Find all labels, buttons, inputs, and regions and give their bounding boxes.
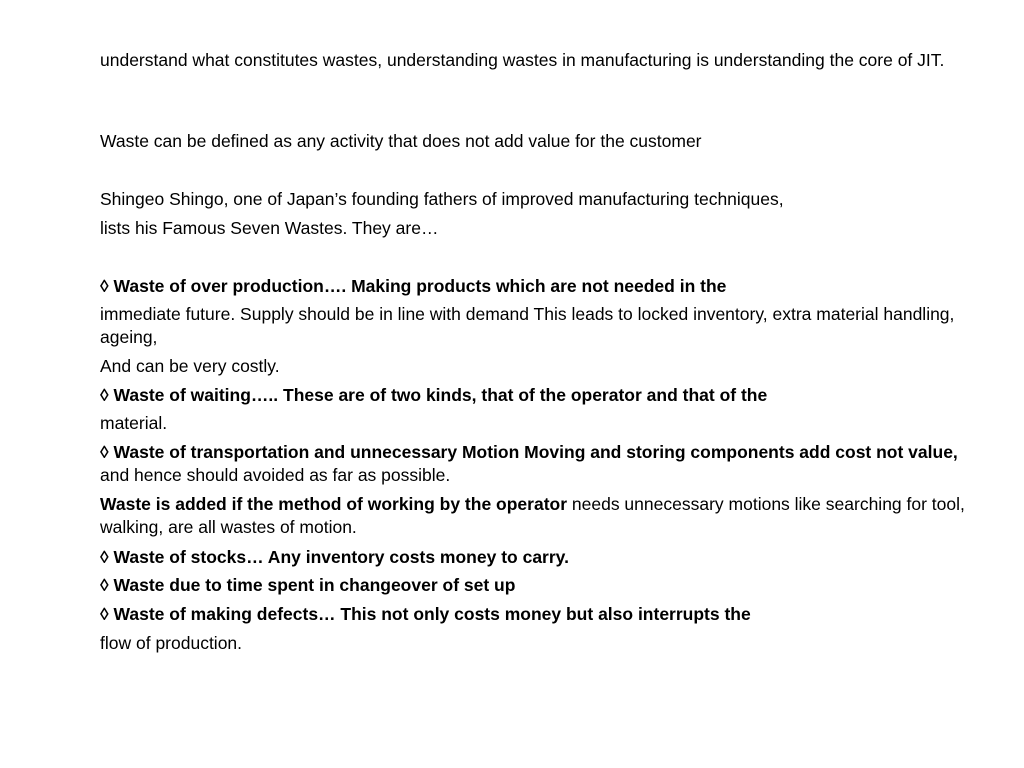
stocks-heading: ◊ Waste of stocks… Any inventory costs money to carry. xyxy=(100,547,569,567)
overproduction-body: immediate future. Supply should be in line with demand This leads to locked inventory, extra material handling, ageing, xyxy=(100,304,955,347)
overproduction-body-2: And can be very costly. xyxy=(100,356,280,376)
waiting-heading: ◊ Waste of waiting….. These are of two kinds, that of the operator and that of the xyxy=(100,385,768,405)
motion-heading: Waste is added if the method of working by the operator xyxy=(100,494,568,514)
overproduction-heading: ◊ Waste of over production…. Making products which are not needed in the xyxy=(100,276,727,296)
motion-body: needs unnecessary motions like searching for tool, walking, are all wastes of motion. xyxy=(100,494,965,537)
motion-item xyxy=(100,493,980,539)
defects-heading: ◊ Waste of making defects… This not only costs money but also interrupts the xyxy=(100,604,751,624)
transportation-heading: ◊ Waste of transportation and unnecessary Motion Moving and storing components add cost not value, xyxy=(100,442,958,462)
defects-body: flow of production. xyxy=(100,633,243,653)
shingo-intro-line-2: lists his Famous Seven Wastes. They are… xyxy=(100,218,439,238)
waiting-body: material. xyxy=(100,413,168,433)
transportation-item xyxy=(100,441,980,487)
changeover-heading: ◊ Waste due to time spent in changeover of set up xyxy=(100,575,516,595)
shingo-intro-line-1: Shingeo Shingo, one of Japan’s founding fathers of improved manufacturing techniques, xyxy=(100,189,784,209)
transportation-body: and hence should avoided as far as possible. xyxy=(100,465,451,485)
waste-definition: Waste can be defined as any activity that does not add value for the customer xyxy=(100,131,702,151)
intro-paragraph: understand what constitutes wastes, understanding wastes in manufacturing is understanding the core of JIT. xyxy=(100,50,945,70)
